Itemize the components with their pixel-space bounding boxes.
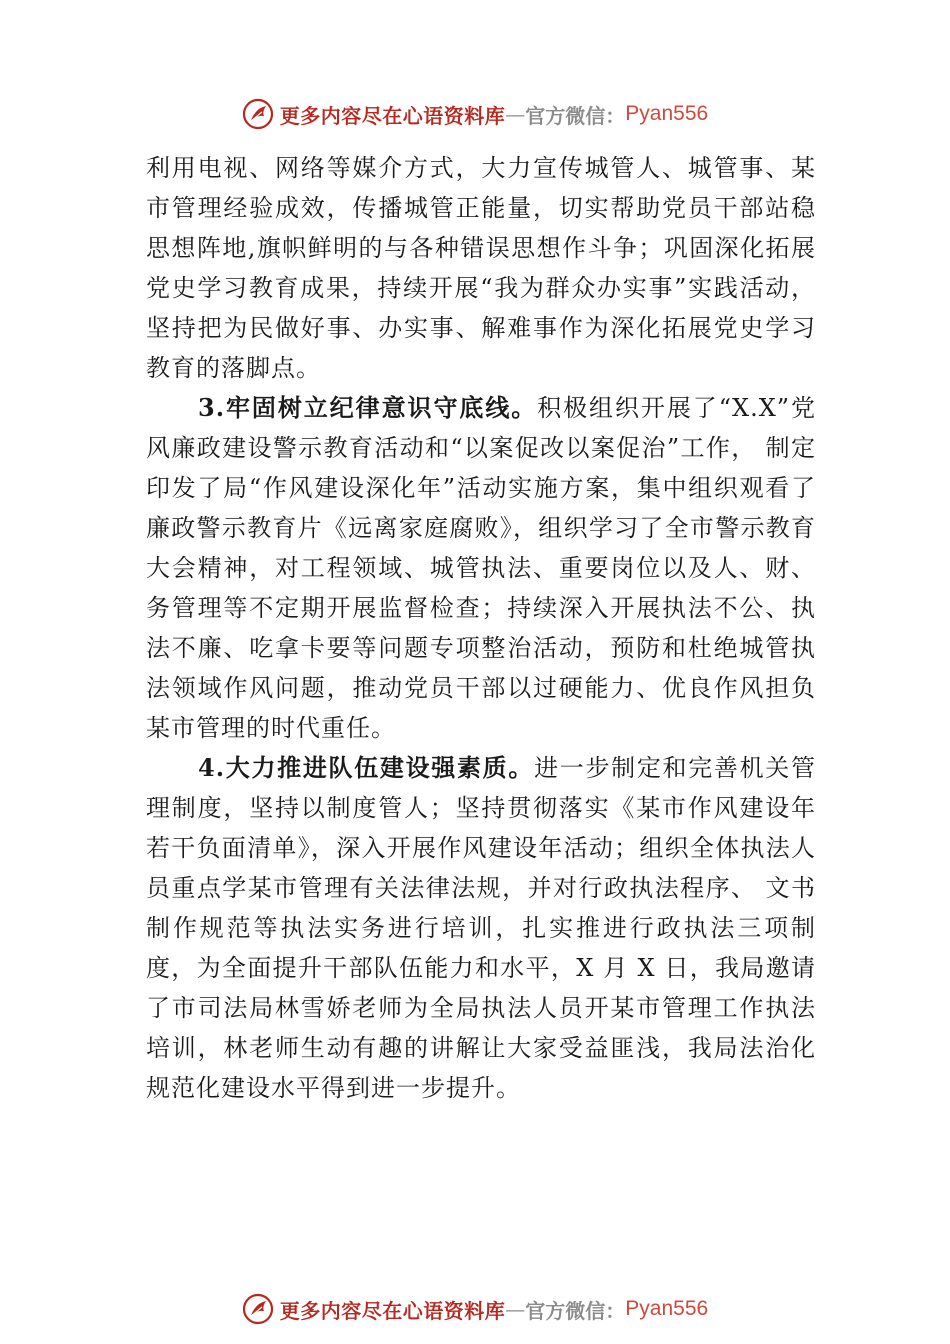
header-wechat-id: Pyan556 bbox=[625, 102, 709, 125]
paragraph-1-text: 利用电视、网络等媒介方式，大力宣传城管人、城管事、某市管理经验成效，传播城管正能量，切实帮助党员干部站稳思想阵地,旗帜鲜明的与各种错误思想作斗争；巩固深化拓展党史学习教育成果，持续开展“我为群众办实事”实践活动，坚持把为民做好事、办实事、解难事作为深化拓展党史学习教育的落脚点。 bbox=[146, 154, 816, 382]
paragraph-3-text: 进一步制定和完善机关管理制度，坚持以制度管人；坚持贯彻落实《某市作风建设年若干负面清单》，深入开展作风建设年活动；组织全体执法人员重点学某市管理有关法律法规，并对行政执法程序、 文书制作规范等执法实务进行培训，扎实推进行政执法三项制度，为全面提升干部队伍能力和水平，X 月 X 日，我局邀请了市司法局林雪娇老师为全局执法人员开某市管理工作执法培训，林老师生动有趣的讲解让大家受益匪浅，我局法治化规范化建设水平得到进一步提升。 bbox=[146, 754, 816, 1102]
footer-wechat-label: 官方微信： bbox=[525, 1298, 626, 1323]
paragraph-2 bbox=[146, 388, 816, 748]
footer-separator: — bbox=[505, 1297, 526, 1321]
paragraph-3 bbox=[146, 748, 816, 1108]
paragraph-1 bbox=[146, 148, 816, 388]
paragraph-3-heading: 4.大力推进队伍建设强素质。 bbox=[198, 753, 535, 782]
header-wechat-label: 官方微信： bbox=[525, 103, 626, 128]
footer-banner bbox=[0, 1289, 950, 1329]
document-body bbox=[146, 148, 816, 1108]
footer-wechat-id: Pyan556 bbox=[625, 1297, 709, 1320]
logo-icon bbox=[242, 98, 274, 130]
header-banner bbox=[0, 94, 950, 134]
paragraph-2-text: 积极组织开展了“X.X”党风廉政建设警示教育活动和“以案促改以案促治”工作， 制定印发了局“作风建设深化年”活动实施方案，集中组织观看了廉政警示教育片《远离家庭腐败》，组织学习了全市警示教育大会精神，对工程领域、城管执法、重要岗位以及人、财、务管理等不定期开展监督检查；持续深入开展执法不公、执法不廉、吃拿卡要等问题专项整治活动，预防和杜绝城管执法领域作风问题，推动党员干部以过硬能力、优良作风担负某市管理的时代重任。 bbox=[146, 394, 816, 742]
paragraph-2-heading: 3.牢固树立纪律意识守底线。 bbox=[198, 393, 538, 422]
logo-icon bbox=[242, 1293, 274, 1325]
header-separator: — bbox=[505, 102, 526, 126]
header-site-text: 更多内容尽在心语资料库 bbox=[279, 103, 506, 128]
footer-site-text: 更多内容尽在心语资料库 bbox=[279, 1298, 506, 1323]
